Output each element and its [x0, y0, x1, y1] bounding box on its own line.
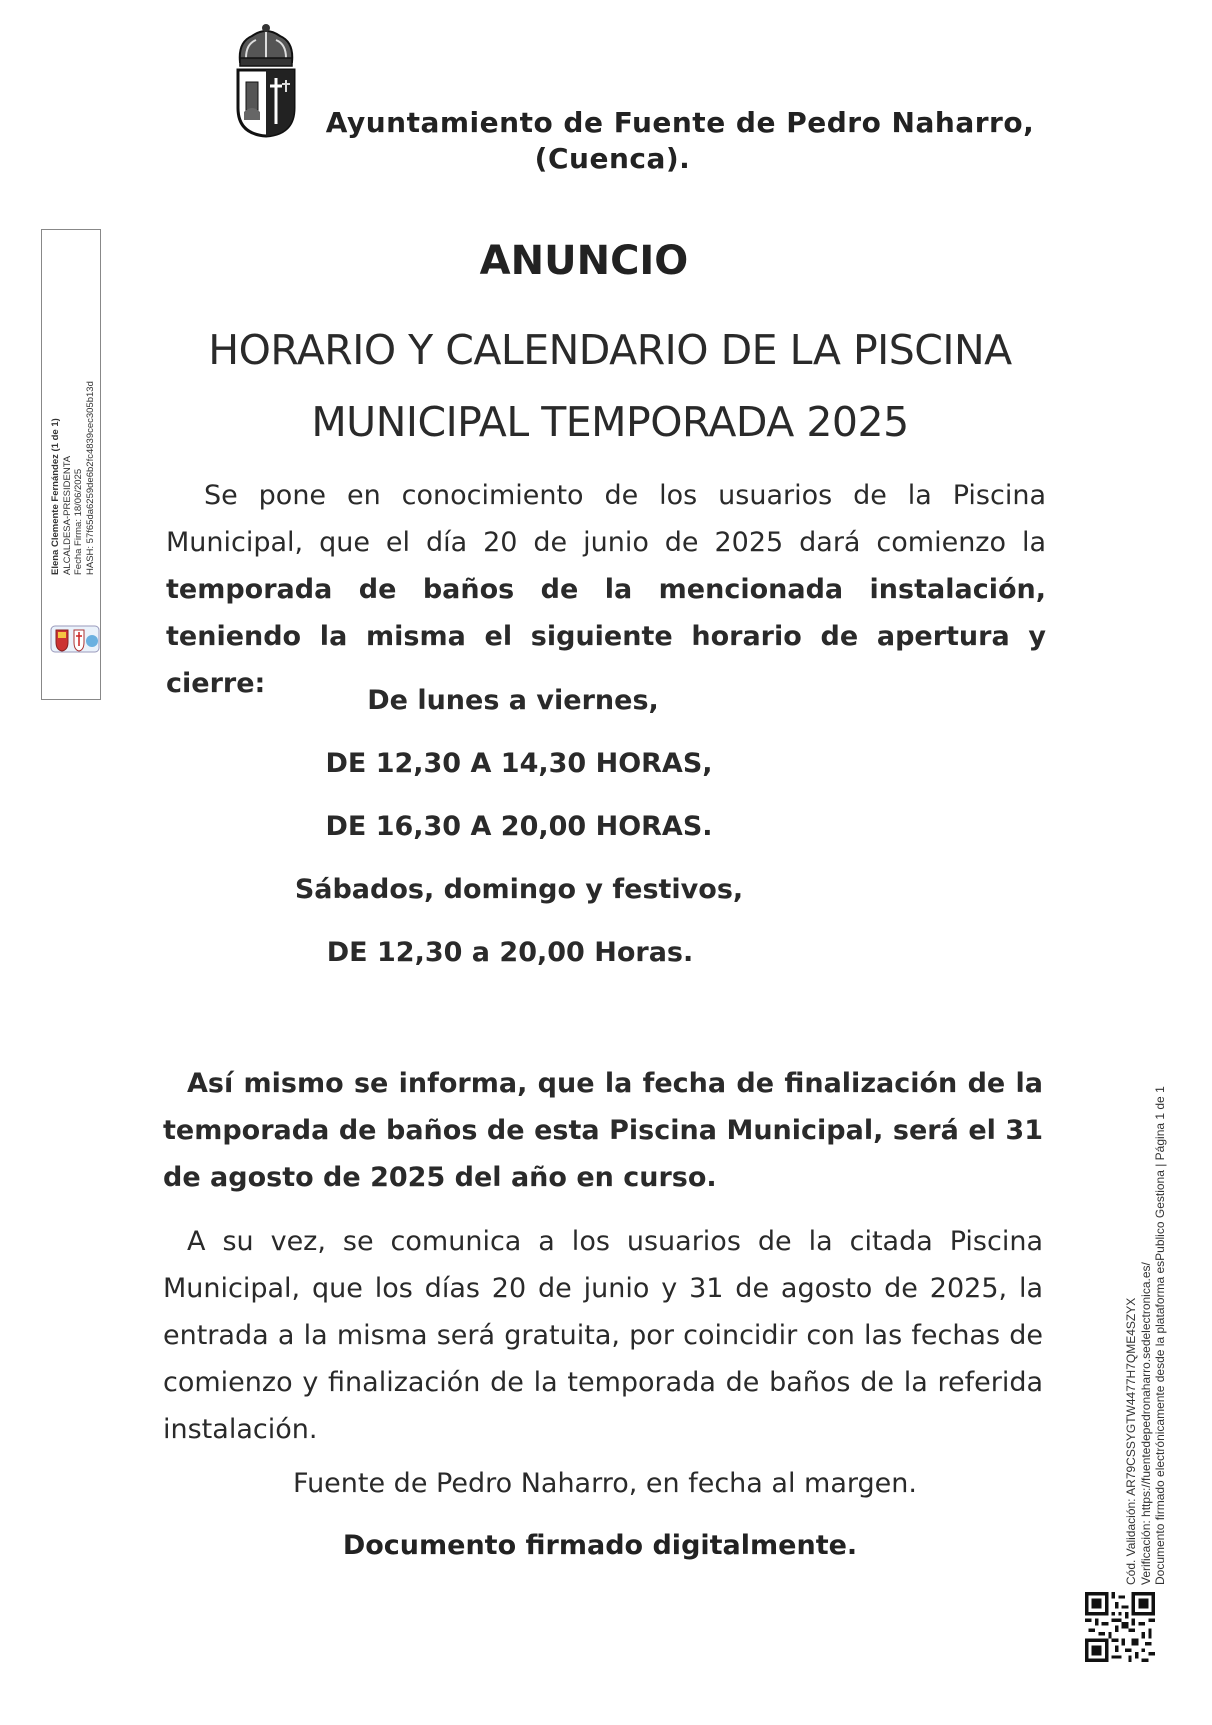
platform-note: Documento firmado electrónicamente desde la plataforma esPublico Gestiona | Página 1 de 1: [1153, 1086, 1167, 1585]
schedule-weekdays-afternoon: DE 16,30 A 20,00 HORAS.: [325, 811, 713, 842]
document-title-line-1: HORARIO Y CALENDARIO DE LA PISCINA: [208, 326, 1012, 374]
opening-paragraph: [166, 472, 1046, 707]
verification-info: [1124, 1065, 1168, 1585]
signer-role: ALCALDESA-PRESIDENTA: [61, 455, 73, 575]
free-entry-text: A su vez, se comunica a los usuarios de la citada Piscina Municipal, que los días 20 de junio y 31 de agosto de 2025, la entrada a la misma será gratuita, por coincidir con las fechas de comienzo y finalización de la temporada de baños de la referida instalación.: [163, 1226, 1043, 1445]
organization-name: Ayuntamiento de Fuente de Pedro Naharro,: [325, 106, 1035, 139]
qr-code-icon[interactable]: [1085, 1592, 1155, 1662]
signer-name: Elena Clemente Fernández (1 de 1): [50, 418, 61, 575]
municipal-seal-icon: [50, 624, 100, 654]
organization-province: (Cuenca).: [534, 142, 691, 175]
schedule-weekend-hours: DE 12,30 a 20,00 Horas.: [326, 937, 694, 968]
signature-info: [50, 55, 96, 575]
free-entry-paragraph: [163, 1218, 1043, 1453]
schedule-weekdays-heading: De lunes a viernes,: [367, 685, 659, 716]
validation-code: Cód. Validación: AR79CSSYGTW4477H7QME4SZYX: [1124, 1297, 1138, 1585]
schedule-weekdays-morning: DE 12,30 A 14,30 HORAS,: [325, 748, 713, 779]
announcement-heading: ANUNCIO: [479, 238, 689, 284]
opening-paragraph-bold-text: temporada de baños de la mencionada instalación, teniendo la misma el siguiente horario de apertura y cierre:: [166, 574, 1046, 699]
document-title-line-2: MUNICIPAL TEMPORADA 2025: [311, 398, 909, 446]
digital-signature-notice: Documento firmado digitalmente.: [342, 1530, 858, 1561]
closing-date-paragraph: [163, 1060, 1043, 1201]
opening-paragraph-text: Se pone en conocimiento de los usuarios de la Piscina Municipal, que el día 20 de junio de 2025 dará comienzo la: [166, 480, 1046, 558]
verification-url: Verificación: https://fuentedepedronaharro.sedelectronica.es/: [1138, 1262, 1153, 1585]
signature-date: Fecha Firma: 18/06/2025: [73, 468, 84, 575]
closing-date-text: Así mismo se informa, que la fecha de finalización de la temporada de baños de esta Piscina Municipal, será el 31 de agosto de 2025 del año en curso.: [163, 1068, 1043, 1193]
signature-hash: HASH: 57f65da6259de6b2fc4839cec305b13d: [84, 381, 96, 575]
place-and-date-line: Fuente de Pedro Naharro, en fecha al margen.: [293, 1468, 917, 1499]
schedule-weekend-heading: Sábados, domingo y festivos,: [294, 874, 744, 905]
